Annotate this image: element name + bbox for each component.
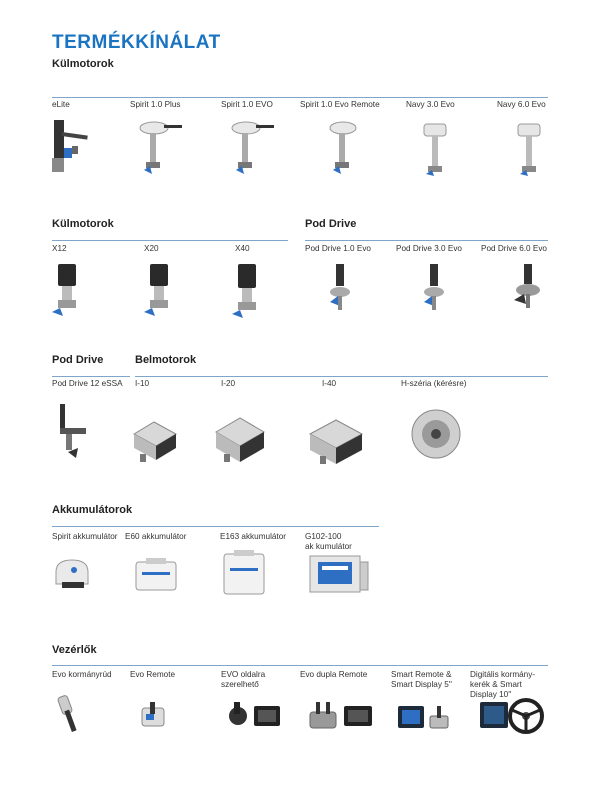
- product-label: H-széria (kérésre): [401, 379, 467, 388]
- section-divider: [52, 240, 288, 241]
- product-label: Spirit 1.0 EVO: [221, 100, 273, 109]
- pod-drive-6-image: [512, 262, 546, 318]
- section-divider: [305, 240, 548, 241]
- section-divider: [52, 665, 548, 666]
- product-label: ak kumulátor: [305, 542, 352, 551]
- product-label: Navy 3.0 Evo: [406, 100, 455, 109]
- product-label: X12: [52, 244, 67, 253]
- product-label: Display 10'': [470, 690, 512, 699]
- x12-motor-image: [48, 260, 88, 322]
- section-title-kulmotorok-2: Külmotorok: [52, 218, 114, 230]
- spirit-evo-motor-image: [228, 118, 278, 178]
- elite-motor-image: [48, 118, 92, 176]
- product-label: Evo Remote: [130, 670, 176, 679]
- evo-dual-remote-image: [306, 700, 374, 730]
- digital-steering-wheel-image: [478, 696, 546, 736]
- section-title-akkumulatorok: Akkumulátorok: [52, 504, 133, 516]
- section-title-pod-drive-2: Pod Drive: [52, 354, 104, 366]
- g102-battery-image: [306, 552, 372, 600]
- e163-battery-image: [222, 548, 266, 596]
- h-series-motor-image: [406, 404, 466, 464]
- product-label: Spirit 1.0 Evo Remote: [300, 100, 380, 109]
- product-label: E163 akkumulátor: [220, 532, 286, 541]
- section-divider: [135, 376, 548, 377]
- product-label: Evo dupla Remote: [300, 670, 368, 679]
- product-label: Spirit akkumulátor: [52, 532, 118, 541]
- spirit-evo-remote-motor-image: [325, 118, 369, 178]
- section-divider: [52, 97, 548, 98]
- evo-tiller-image: [56, 694, 86, 734]
- section-title-belmotorok: Belmotorok: [135, 354, 197, 366]
- navy-6-motor-image: [514, 122, 544, 180]
- product-label: eLite: [52, 100, 70, 109]
- i40-motor-image: [306, 414, 366, 464]
- x20-motor-image: [140, 260, 180, 322]
- section-divider: [52, 376, 130, 377]
- x40-motor-image: [228, 260, 268, 322]
- product-label: X20: [144, 244, 159, 253]
- page-title: TERMÉKKÍNÁLAT: [52, 32, 221, 53]
- pod-drive-3-image: [420, 262, 450, 318]
- product-label: X40: [235, 244, 250, 253]
- pod-drive-1-image: [326, 262, 356, 318]
- product-label: Smart Display 5'': [391, 680, 452, 689]
- smart-remote-display-image: [396, 702, 452, 732]
- navy-3-motor-image: [420, 122, 450, 180]
- product-label: E60 akkumulátor: [125, 532, 187, 541]
- product-label: Pod Drive 1.0 Evo: [305, 244, 371, 253]
- pod-drive-12-image: [52, 402, 92, 462]
- spirit-battery-image: [52, 556, 92, 590]
- section-title-pod-drive: Pod Drive: [305, 218, 357, 230]
- product-label: Pod Drive 3.0 Evo: [396, 244, 462, 253]
- product-label: kerék & Smart: [470, 680, 522, 689]
- product-label: EVO oldalra: [221, 670, 266, 679]
- product-label: Evo kormányrúd: [52, 670, 112, 679]
- spirit-plus-motor-image: [136, 118, 186, 178]
- section-divider: [52, 526, 379, 527]
- product-label: Digitális kormány-: [470, 670, 536, 679]
- product-label: Smart Remote &: [391, 670, 452, 679]
- product-label: I-10: [135, 379, 150, 388]
- product-label: I-20: [221, 379, 236, 388]
- e60-battery-image: [134, 556, 178, 592]
- product-label: Navy 6.0 Evo: [497, 100, 546, 109]
- i20-motor-image: [212, 412, 268, 464]
- product-label: G102-100: [305, 532, 342, 541]
- product-label: Pod Drive 6.0 Evo: [481, 244, 547, 253]
- product-label: szerelhető: [221, 680, 259, 689]
- product-label: Pod Drive 12 eSSA: [52, 379, 123, 388]
- product-label: I-40: [322, 379, 337, 388]
- product-label: Spirit 1.0 Plus: [130, 100, 181, 109]
- i10-motor-image: [130, 416, 178, 462]
- section-title-vezerlok: Vezérlők: [52, 644, 97, 656]
- section-title-kulmotorok: Külmotorok: [52, 58, 114, 70]
- evo-remote-image: [136, 700, 170, 730]
- evo-side-mount-image: [226, 700, 282, 730]
